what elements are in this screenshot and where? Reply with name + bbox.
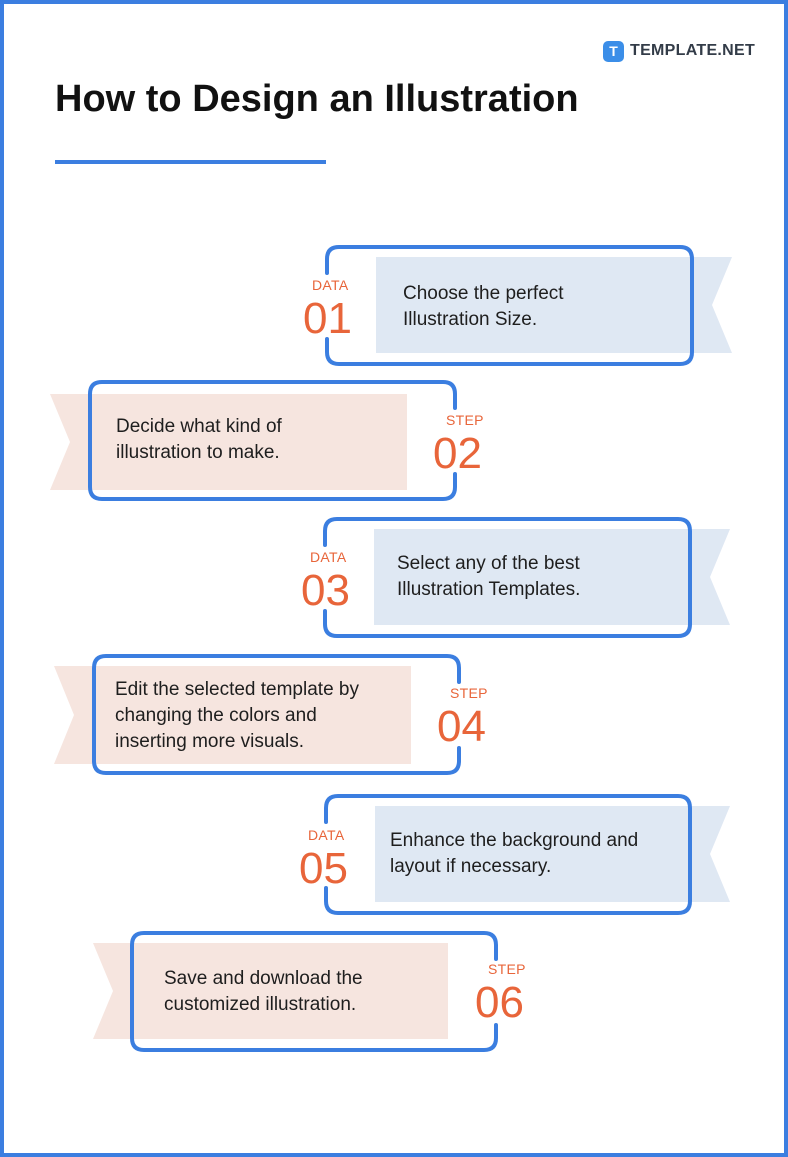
brand-logo[interactable] [603, 39, 755, 63]
step-2 [0, 380, 788, 505]
title-underline [55, 160, 326, 164]
step-number: 01 [303, 294, 352, 343]
step-description: Choose the perfect Illustration Size. [403, 283, 564, 330]
step-description: Decide what kind of illustration to make. [116, 416, 282, 463]
template-logo-icon: T [603, 41, 624, 62]
step-number: 04 [437, 702, 486, 751]
step-description: Select any of the best Illustration Templates. [397, 553, 581, 600]
step-4 [0, 654, 788, 779]
step-6-ribbon [0, 931, 788, 1056]
step-description: Edit the selected template by changing the colors and inserting more visuals. [115, 679, 359, 752]
step-tag: DATA [312, 277, 349, 293]
step-number: 05 [299, 844, 348, 893]
step-tag: DATA [308, 827, 345, 843]
step-number: 02 [433, 429, 482, 478]
step-5 [0, 794, 788, 919]
step-3-ribbon [0, 517, 788, 642]
step-number: 06 [475, 978, 524, 1027]
step-1-ribbon [0, 245, 788, 370]
step-1 [0, 245, 788, 370]
page-title: How to Design an Illustration [55, 78, 579, 120]
step-description: Save and download the customized illustration. [164, 968, 363, 1015]
step-description: Enhance the background and layout if necessary. [390, 830, 639, 877]
step-tag: STEP [450, 685, 488, 701]
step-tag: DATA [310, 549, 347, 565]
step-number: 03 [301, 566, 350, 615]
step-3 [0, 517, 788, 642]
step-6 [0, 931, 788, 1056]
step-tag: STEP [488, 961, 526, 977]
brand-name: TEMPLATE.NET [630, 42, 756, 59]
step-tag: STEP [446, 412, 484, 428]
